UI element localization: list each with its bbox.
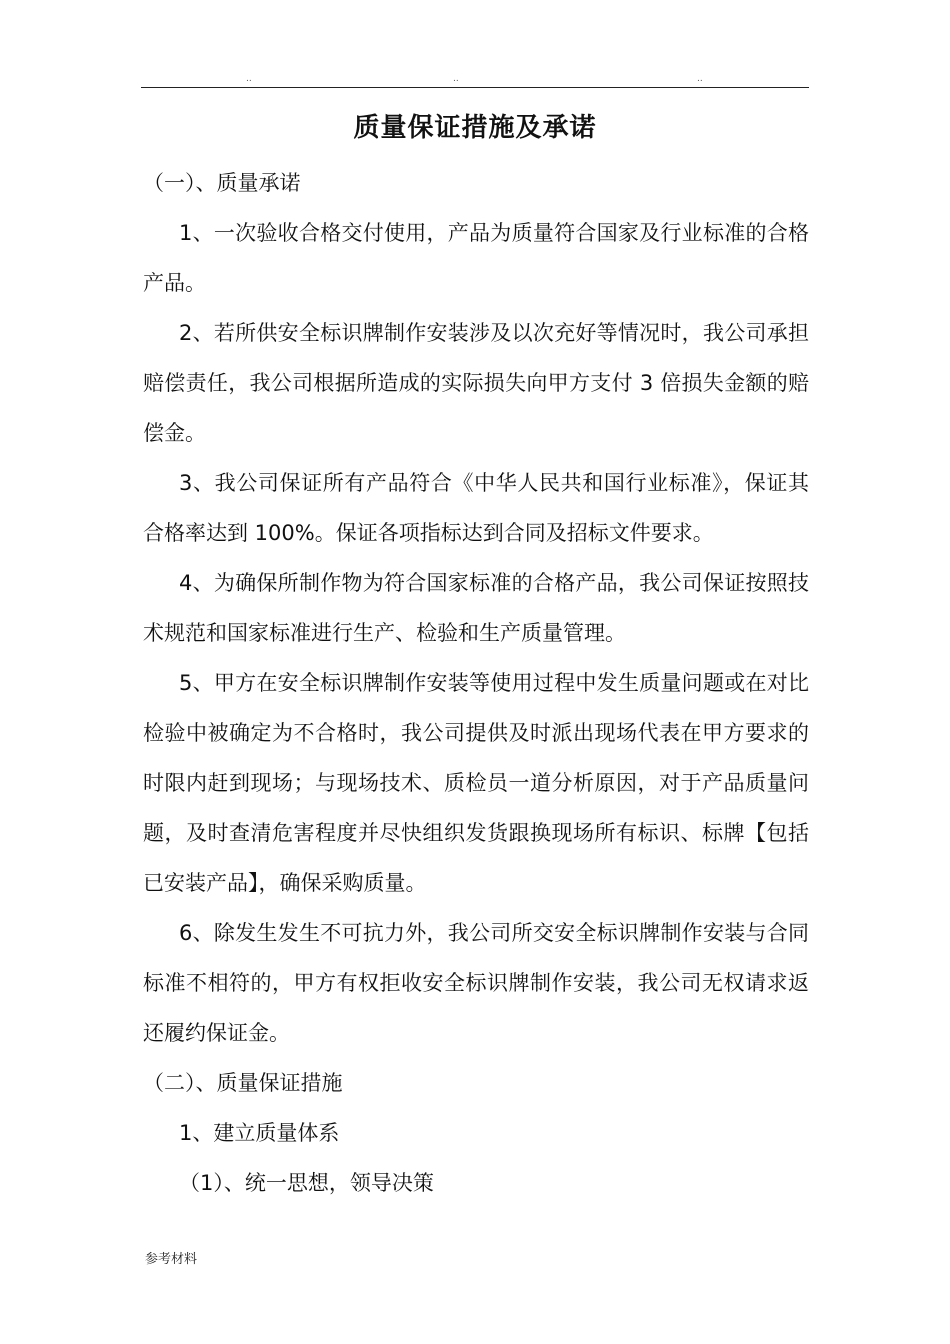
measure-item-1: 1、建立质量体系 (179, 1121, 340, 1145)
section-heading-quality-measures: （二）、质量保证措施 (143, 1071, 343, 1095)
footer-label: 参考材料 (145, 1252, 198, 1267)
paragraph-commitment-1: 1、一次验收合格交付使用，产品为质量符合国家及行业标准的合格产品。 (143, 221, 809, 295)
document-title: 质量保证措施及承诺 (353, 113, 597, 143)
paragraph-commitment-4: 4、为确保所制作物为符合国家标准的合格产品，我公司保证按照技术规范和国家标准进行生产、检验和生产质量管理。 (143, 571, 809, 645)
measure-item-1-sub-1: （1）、统一思想，领导决策 (179, 1171, 434, 1195)
header-dots (0, 74, 950, 88)
document-body (143, 158, 809, 1208)
header-dot-left: .. (246, 74, 252, 84)
paragraph-commitment-6: 6、除发生发生不可抗力外，我公司所交安全标识牌制作安装与合同标准不相符的，甲方有权拒收安全标识牌制作安装，我公司无权请求返还履约保证金。 (143, 921, 809, 1045)
paragraph-commitment-5: 5、甲方在安全标识牌制作安装等使用过程中发生质量问题或在对比检验中被确定为不合格时，我公司提供及时派出现场代表在甲方要求的时限内赶到现场；与现场技术、质检员一道分析原因，对于产品质量问题，及时查清危害程度并尽快组织发货跟换现场所有标识、标牌【包括已安装产品】，确保采购质量。 (143, 671, 809, 895)
section-heading-quality-commitment: （一）、质量承诺 (143, 171, 301, 195)
paragraph-commitment-2: 2、若所供安全标识牌制作安装涉及以次充好等情况时，我公司承担赔偿责任，我公司根据所造成的实际损失向甲方支付 3 倍损失金额的赔偿金。 (143, 321, 809, 445)
header-dot-right: .. (697, 74, 703, 84)
header-rule (141, 87, 809, 88)
header-dot-center: .. (453, 74, 459, 84)
paragraph-commitment-3: 3、我公司保证所有产品符合《中华人民共和国行业标准》，保证其合格率达到 100%。保证各项指标达到合同及招标文件要求。 (143, 471, 809, 545)
